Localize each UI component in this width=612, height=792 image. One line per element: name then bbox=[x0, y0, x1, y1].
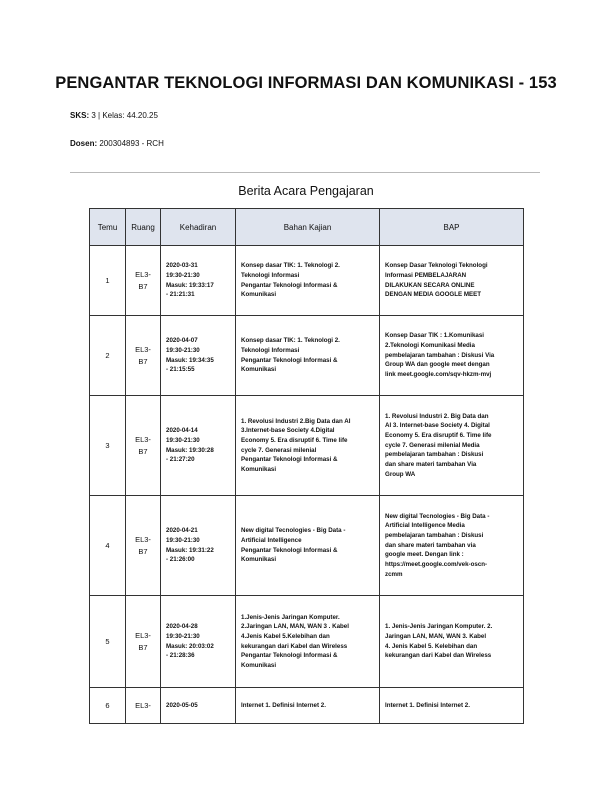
cell-temu: 4 bbox=[90, 496, 126, 596]
cell-kehadiran: 2020-03-31 19:30-21:30 Masuk: 19:33:17 - 21:21:31 bbox=[166, 262, 214, 299]
cell-bap: Konsep Dasar TIK : 1.Komunikasi 2.Teknologi Komunikasi Media pembelajaran tambahan : Diskusi Via Group WA dan google meet dengan link meet.google.com/sqv-hkzm-mvj bbox=[385, 332, 495, 378]
cell-bap: Internet 1. Definisi Internet 2. bbox=[385, 701, 470, 709]
cell-bahan-kajian: Internet 1. Definisi Internet 2. bbox=[241, 701, 326, 709]
cell-bahan-kajian: New digital Tecnologies - Big Data - Artificial Intelligence Pengantar Teknologi Informasi & Komunikasi bbox=[241, 527, 346, 564]
cell-kehadiran: 2020-04-07 19:30-21:30 Masuk: 19:34:35 - 21:15:55 bbox=[166, 337, 214, 374]
table-row bbox=[90, 596, 524, 688]
cell-temu: 1 bbox=[90, 246, 126, 316]
cell-ruang: EL3- B7 bbox=[135, 630, 151, 652]
cell-temu: 3 bbox=[90, 396, 126, 496]
cell-ruang: EL3- B7 bbox=[135, 534, 151, 556]
cell-kehadiran: 2020-04-14 19:30-21:30 Masuk: 19:30:28 - 21:27:20 bbox=[166, 427, 214, 464]
cell-temu: 2 bbox=[90, 316, 126, 396]
table-row bbox=[90, 246, 524, 316]
sks-kelas-line bbox=[70, 111, 158, 120]
cell-bap: 1. Revolusi Industri 2. Big Data dan AI 3. Internet-base Society 4. Digital Economy 5. Era disruptif 6. Time life cycle 7. Generasi milenial Media pembelajaran tambahan : Diskusi dan share materi tambahan Via Group WA bbox=[385, 412, 492, 478]
table-header-row bbox=[90, 209, 524, 246]
dosen-label: Dosen: bbox=[70, 139, 98, 148]
table-row bbox=[90, 316, 524, 396]
table-row bbox=[90, 688, 524, 724]
dosen-line bbox=[70, 139, 164, 148]
sks-kelas-value: 3 | Kelas: 44.20.25 bbox=[91, 111, 158, 120]
divider bbox=[70, 172, 540, 173]
cell-ruang: EL3- B7 bbox=[135, 269, 151, 291]
cell-kehadiran: 2020-05-05 bbox=[166, 701, 198, 709]
column-header-bahan-kajian: Bahan Kajian bbox=[236, 209, 380, 246]
sks-label: SKS: bbox=[70, 111, 90, 120]
column-header-ruang: Ruang bbox=[126, 209, 161, 246]
cell-kehadiran: 2020-04-21 19:30-21:30 Masuk: 19:31:22 - 21:26:00 bbox=[166, 527, 214, 564]
column-header-bap: BAP bbox=[380, 209, 524, 246]
table-row bbox=[90, 396, 524, 496]
cell-temu: 5 bbox=[90, 596, 126, 688]
table-row bbox=[90, 496, 524, 596]
section-title: Berita Acara Pengajaran bbox=[238, 184, 374, 198]
cell-ruang: EL3- B7 bbox=[135, 434, 151, 456]
column-header-temu: Temu bbox=[90, 209, 126, 246]
column-header-kehadiran: Kehadiran bbox=[161, 209, 236, 246]
cell-bap: 1. Jenis-Jenis Jaringan Komputer. 2. Jaringan LAN, MAN, WAN 3. Kabel 4. Jenis Kabel 5. Kelebihan dan kekurangan dari Kabel dan Wireless bbox=[385, 623, 493, 660]
cell-bahan-kajian: 1.Jenis-Jenis Jaringan Komputer. 2.Jaringan LAN, MAN, WAN 3 . Kabel 4.Jenis Kabel 5.Kelebihan dan kekurangan dari Kabel dan Wireless Pengantar Teknologi Informasi & Komunikasi bbox=[241, 613, 349, 669]
cell-ruang: EL3- bbox=[135, 700, 151, 710]
cell-kehadiran: 2020-04-28 19:30-21:30 Masuk: 20:03:02 - 21:28:36 bbox=[166, 623, 214, 660]
dosen-value: 200304893 - RCH bbox=[99, 139, 164, 148]
cell-bahan-kajian: 1. Revolusi Industri 2.Big Data dan AI 3.Internet-base Society 4.Digital Economy 5. Era disruptif 6. Time life cycle 7. Generasi milenial Pengantar Teknologi Informasi & Komunikasi bbox=[241, 417, 351, 473]
cell-bap: New digital Tecnologies - Big Data - Artificial Intelligence Media pembelajaran tambahan : Diskusi dan share materi tambahan via google meet. Dengan link : https://meet.google.com/vek-oscn- zcmm bbox=[385, 512, 490, 578]
cell-bahan-kajian: Konsep dasar TIK: 1. Teknologi 2. Teknologi Informasi Pengantar Teknologi Informasi & Komunikasi bbox=[241, 262, 340, 299]
bap-table bbox=[89, 208, 524, 724]
cell-bahan-kajian: Konsep dasar TIK: 1. Teknologi 2. Teknologi Informasi Pengantar Teknologi Informasi & Komunikasi bbox=[241, 337, 340, 374]
cell-ruang: EL3- B7 bbox=[135, 344, 151, 366]
cell-bap: Konsep Dasar Teknologi Teknologi Informasi PEMBELAJARAN DILAKUKAN SECARA ONLINE DENGAN MEDIA GOOGLE MEET bbox=[385, 262, 488, 299]
page-title: PENGANTAR TEKNOLOGI INFORMASI DAN KOMUNIKASI - 153 bbox=[55, 74, 557, 92]
cell-temu: 6 bbox=[90, 688, 126, 724]
